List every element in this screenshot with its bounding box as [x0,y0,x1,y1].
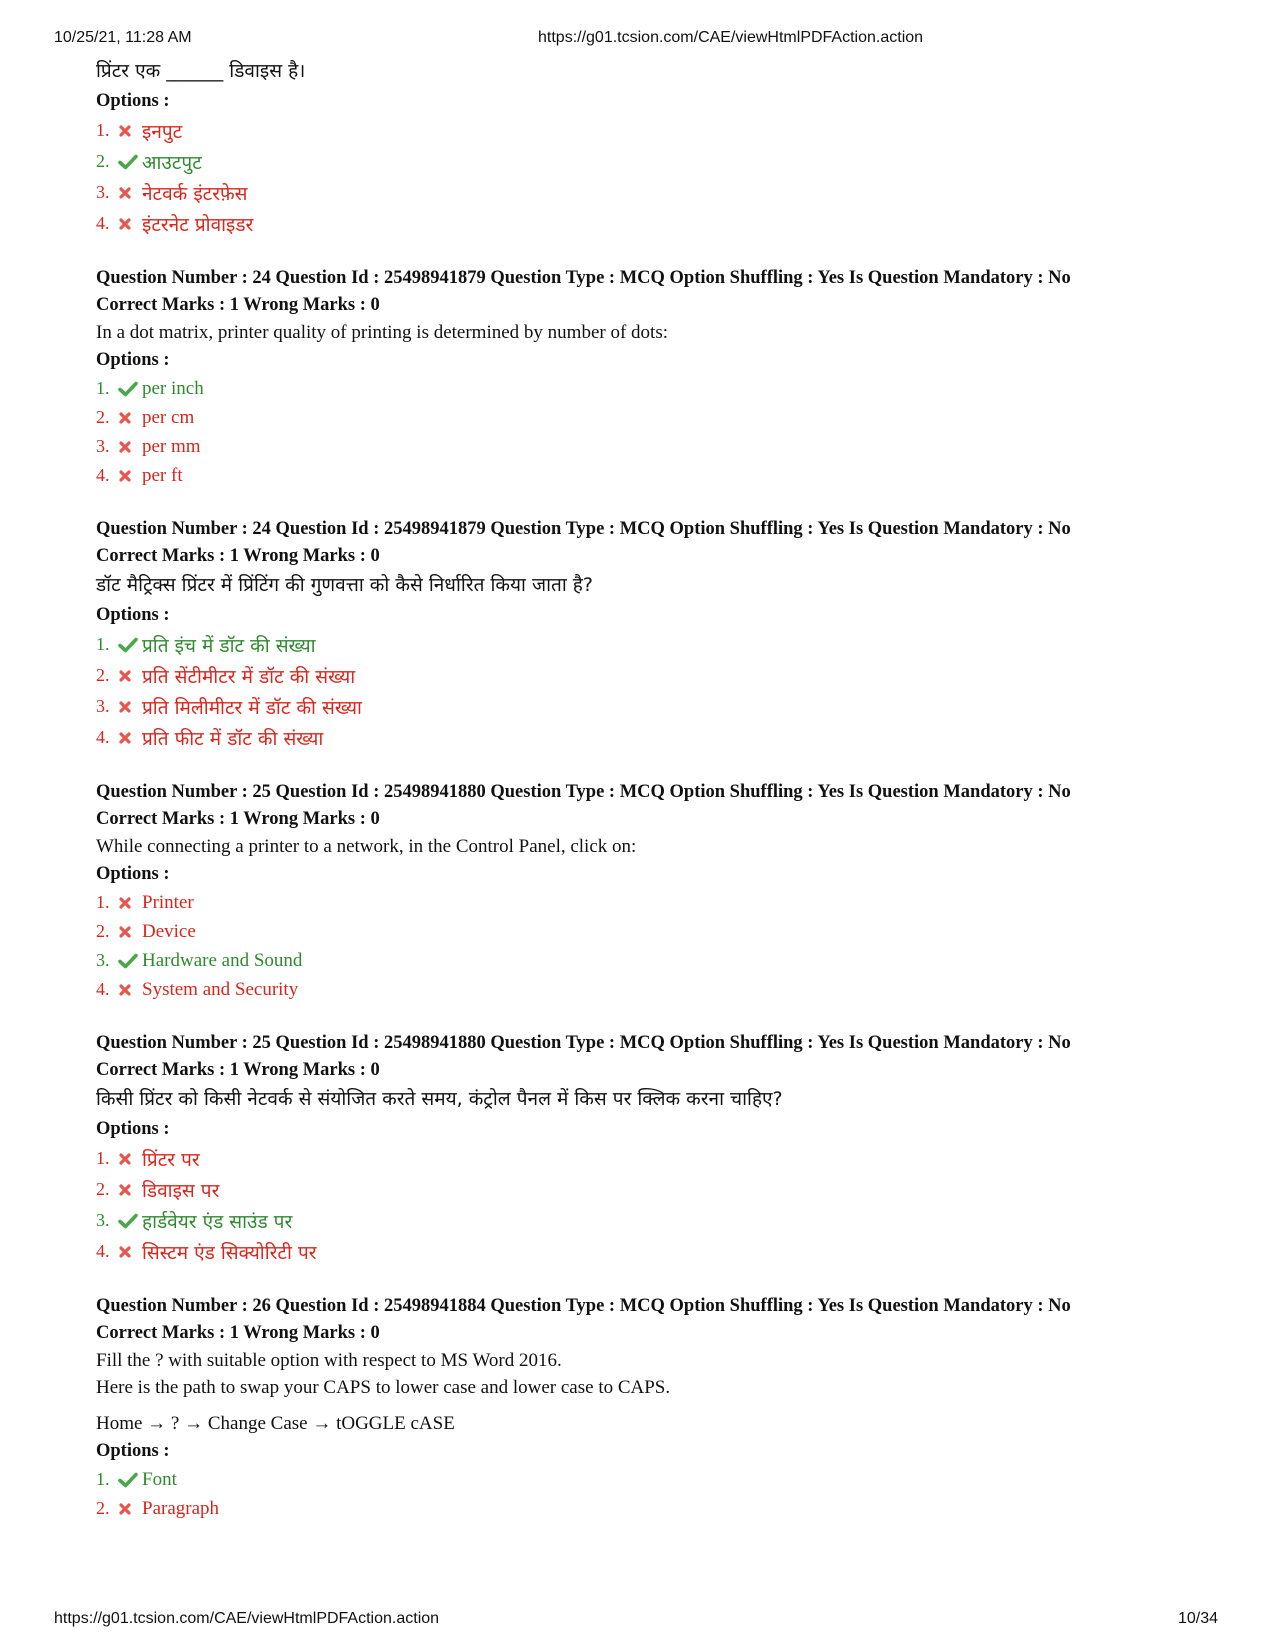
question-block [96,1030,1216,1267]
option-number: 1. [96,634,110,654]
options-list [96,1143,1216,1267]
option-item [96,975,1216,1004]
question-text: प्रिंटर एक ______ डिवाइस है। [96,60,306,82]
option-item [96,1465,1216,1494]
question-text-line: Here is the path to swap your CAPS to lower case and lower case to CAPS. [96,1377,671,1398]
option-text: Device [142,920,196,942]
question-path: Home → ? → Change Case → tOGGLE cASE [96,1413,455,1434]
cross-icon [118,186,140,200]
option-text: per cm [142,406,195,428]
option-number: 1. [96,1148,110,1168]
cross-icon [118,217,140,231]
question-meta: Question Number : 25 Question Id : 25498941880 Question Type : MCQ Option Shuffling : Yes Is Question Mandatory : No [96,782,1071,802]
options-list [96,115,1216,239]
options-label: Options : [96,1119,170,1139]
cross-icon [118,1183,140,1197]
question-meta: Question Number : 24 Question Id : 25498941879 Question Type : MCQ Option Shuffling : Yes Is Question Mandatory : No [96,268,1071,288]
option-item [96,629,1216,660]
option-item [96,461,1216,490]
option-number: 4. [96,979,110,999]
option-text: प्रति सेंटीमीटर में डॉट की संख्या [142,665,356,688]
option-text: आउटपुट [142,151,202,174]
check-icon [118,1472,140,1488]
cross-icon [118,411,140,425]
print-datetime: 10/25/21, 11:28 AM [54,29,192,46]
option-number: 4. [96,213,110,233]
option-number: 3. [96,1210,110,1230]
option-number: 4. [96,465,110,485]
option-text: Printer [142,891,194,913]
question-block [96,265,1216,490]
question-marks: Correct Marks : 1 Wrong Marks : 0 [96,809,380,829]
option-number: 3. [96,436,110,456]
question-text: डॉट मैट्रिक्स प्रिंटर में प्रिंटिंग की गुणवत्ता को कैसे निर्धारित किया जाता है? [96,574,593,596]
option-number: 3. [96,950,110,970]
option-item [96,374,1216,403]
question-block [96,56,1216,239]
option-item [96,946,1216,975]
options-label: Options : [96,91,170,111]
cross-icon [118,1152,140,1166]
option-number: 2. [96,1179,110,1199]
option-item [96,1236,1216,1267]
option-text: per mm [142,435,201,457]
question-marks: Correct Marks : 1 Wrong Marks : 0 [96,1060,380,1080]
option-text: प्रिंटर पर [142,1148,200,1171]
option-number: 2. [96,921,110,941]
cross-icon [118,700,140,714]
options-label: Options : [96,864,170,884]
option-number: 2. [96,665,110,685]
option-item [96,917,1216,946]
option-item [96,1174,1216,1205]
option-text: सिस्टम एंड सिक्योरिटी पर [142,1241,317,1264]
cross-icon [118,925,140,939]
option-text: प्रति इंच में डॉट की संख्या [142,634,316,657]
check-icon [118,953,140,969]
question-paper [96,56,1216,1549]
question-meta: Question Number : 25 Question Id : 25498941880 Question Type : MCQ Option Shuffling : Yes Is Question Mandatory : No [96,1033,1071,1053]
option-text: प्रति मिलीमीटर में डॉट की संख्या [142,696,362,719]
question-meta: Question Number : 26 Question Id : 25498941884 Question Type : MCQ Option Shuffling : Yes Is Question Mandatory : No [96,1296,1071,1316]
options-label: Options : [96,605,170,625]
option-text: इनपुट [142,120,183,143]
options-list [96,629,1216,753]
option-item [96,1494,1216,1523]
question-text: In a dot matrix, printer quality of printing is determined by number of dots: [96,322,668,343]
option-text: हार्डवेयर एंड साउंड पर [142,1210,293,1233]
question-text-line: Fill the ? with suitable option with respect to MS Word 2016. [96,1350,562,1371]
option-text: डिवाइस पर [142,1179,220,1202]
option-item [96,115,1216,146]
option-number: 2. [96,1498,110,1518]
option-item [96,691,1216,722]
print-url: https://g01.tcsion.com/CAE/viewHtmlPDFAction.action [538,29,924,46]
options-list [96,888,1216,1004]
option-item [96,208,1216,239]
option-text: Paragraph [142,1497,220,1519]
option-number: 2. [96,407,110,427]
question-block [96,779,1216,1004]
question-text: While connecting a printer to a network, in the Control Panel, click on: [96,836,637,857]
options-list [96,1465,1216,1523]
cross-icon [118,983,140,997]
cross-icon [118,469,140,483]
cross-icon [118,896,140,910]
question-marks: Correct Marks : 1 Wrong Marks : 0 [96,1323,380,1343]
check-icon [118,1213,140,1229]
option-item [96,432,1216,461]
option-number: 2. [96,151,110,171]
option-text: प्रति फीट में डॉट की संख्या [142,727,324,750]
cross-icon [118,1502,140,1516]
print-footer [0,1610,1275,1632]
question-marks: Correct Marks : 1 Wrong Marks : 0 [96,295,380,315]
options-label: Options : [96,350,170,370]
cross-icon [118,1245,140,1259]
option-item [96,403,1216,432]
question-block [96,1293,1216,1523]
option-number: 3. [96,182,110,202]
footer-url: https://g01.tcsion.com/CAE/viewHtmlPDFAction.action [54,1610,440,1627]
cross-icon [118,124,140,138]
option-number: 1. [96,892,110,912]
option-number: 1. [96,1469,110,1489]
question-meta: Question Number : 24 Question Id : 25498941879 Question Type : MCQ Option Shuffling : Yes Is Question Mandatory : No [96,519,1071,539]
options-label: Options : [96,1441,170,1461]
print-header [0,29,1275,51]
option-item [96,177,1216,208]
question-marks: Correct Marks : 1 Wrong Marks : 0 [96,546,380,566]
page-number: 10/34 [1177,1610,1218,1627]
option-item [96,1143,1216,1174]
option-text: Font [142,1468,177,1490]
option-text: per inch [142,377,204,399]
option-number: 1. [96,378,110,398]
option-item [96,1205,1216,1236]
option-text: Hardware and Sound [142,949,303,971]
question-text: किसी प्रिंटर को किसी नेटवर्क से संयोजित करते समय, कंट्रोल पैनल में किस पर क्लिक करना चाहिए? [96,1088,783,1110]
option-item [96,722,1216,753]
options-list [96,374,1216,490]
option-number: 3. [96,696,110,716]
check-icon [118,381,140,397]
cross-icon [118,731,140,745]
option-number: 4. [96,727,110,747]
check-icon [118,637,140,653]
cross-icon [118,440,140,454]
option-text: नेटवर्क इंटरफ़ेस [142,182,248,205]
option-number: 4. [96,1241,110,1261]
option-text: per ft [142,464,183,486]
question-block [96,516,1216,753]
option-text: इंटरनेट प्रोवाइडर [142,213,254,236]
option-item [96,888,1216,917]
cross-icon [118,669,140,683]
check-icon [118,154,140,170]
option-item [96,660,1216,691]
option-number: 1. [96,120,110,140]
option-text: System and Security [142,978,299,1000]
option-item [96,146,1216,177]
